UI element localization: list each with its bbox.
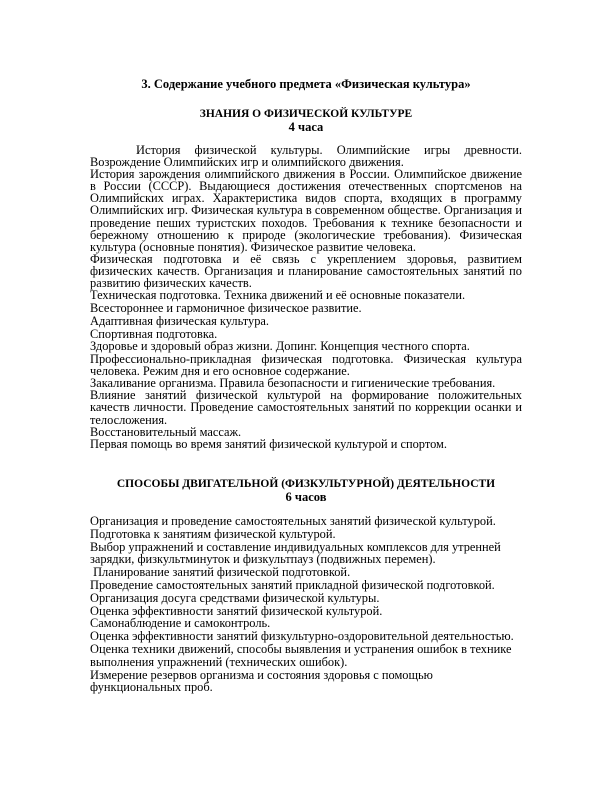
- paragraph: Оценка техники движений, способы выявления и устранения ошибок в технике выполнения упражнений (технических ошибок).: [90, 641, 512, 669]
- paragraph: Адаптивная физическая культура.: [90, 313, 269, 328]
- section1-hours: 4 часа: [288, 120, 324, 134]
- paragraph: Влияние занятий физической культурой на формирование положительных качеств личности. Проведение самостоятельных занятий по коррекции осанки и телосложения.: [90, 388, 522, 427]
- paragraph: Всестороннее и гармоничное физическое развитие.: [90, 300, 362, 315]
- paragraph: Физическая подготовка и её связь с укреплением здоровья, развитием физических качеств. Организация и планирование самостоятельных занятий по развитию физических качеств.: [90, 251, 522, 291]
- paragraph: Организация и проведение самостоятельных занятий физической культурой. Подготовка к занятиям физической культурой.: [90, 514, 496, 541]
- paragraph: Самонаблюдение и самоконтроль.: [90, 616, 271, 631]
- paragraph: Восстановительный массаж.: [90, 424, 242, 439]
- paragraph: Проведение самостоятельных занятий прикладной физической подготовкой.: [90, 577, 495, 592]
- paragraph: Планирование занятий физической подготовкой.: [90, 565, 351, 580]
- paragraph: Первая помощь во время занятий физической культурой и спортом.: [90, 437, 447, 452]
- paragraph: Оценка эффективности занятий физической культурой.: [90, 603, 383, 618]
- section2-hours: 6 часов: [285, 490, 327, 504]
- section1-heading: ЗНАНИЯ О ФИЗИЧЕСКОЙ КУЛЬТУРЕ: [199, 108, 413, 120]
- paragraph: История зарождения олимпийского движения в России. Олимпийское движение в России (СССР). Выдающиеся достижения отечественных спортсменов на Олимпийских играх. Характеристика видов спорта, входящих в программу Олимпийских игр. Физическая культура в современном обществе. Организация и проведение пеших туристских походов. Требования к технике безопасности и бережному отношению к природе (экологические требования). Физическая культура (основные понятия). Физическое развитие человека.: [90, 167, 522, 254]
- paragraph: Техническая подготовка. Техника движений и её основные показатели.: [90, 288, 466, 303]
- paragraph: Здоровье и здоровый образ жизни. Допинг. Концепция честного спорта.: [90, 339, 470, 354]
- paragraph: Выбор упражнений и составление индивидуальных комплексов для утренней зарядки, физкультминуток и физкультпауз (подвижных перемен).: [90, 539, 501, 567]
- paragraph: Спортивная подготовка.: [90, 326, 218, 341]
- section2-heading: СПОСОБЫ ДВИГАТЕЛЬНОЙ (ФИЗКУЛЬТУРНОЙ) ДЕЯТЕЛЬНОСТИ: [116, 478, 496, 490]
- section2-body: [90, 515, 522, 694]
- section1-body: [90, 144, 522, 451]
- page-title: 3. Содержание учебного предмета «Физическая культура»: [141, 77, 471, 91]
- paragraph: Закаливание организма. Правила безопасности и гигиенические требования.: [90, 376, 496, 391]
- paragraph: История физической культуры. Олимпийские игры древности. Возрождение Олимпийских игр и олимпийского движения.: [90, 143, 522, 170]
- paragraph: Организация досуга средствами физической культуры.: [90, 590, 380, 605]
- paragraph: Профессионально-прикладная физическая подготовка. Физическая культура человека. Режим дня и его основное содержание.: [90, 352, 522, 379]
- paragraph: Оценка эффективности занятий физкультурно-оздоровительной деятельностью.: [90, 629, 514, 644]
- paragraph: Измерение резервов организма и состояния здоровья с помощью функциональных проб.: [90, 667, 433, 695]
